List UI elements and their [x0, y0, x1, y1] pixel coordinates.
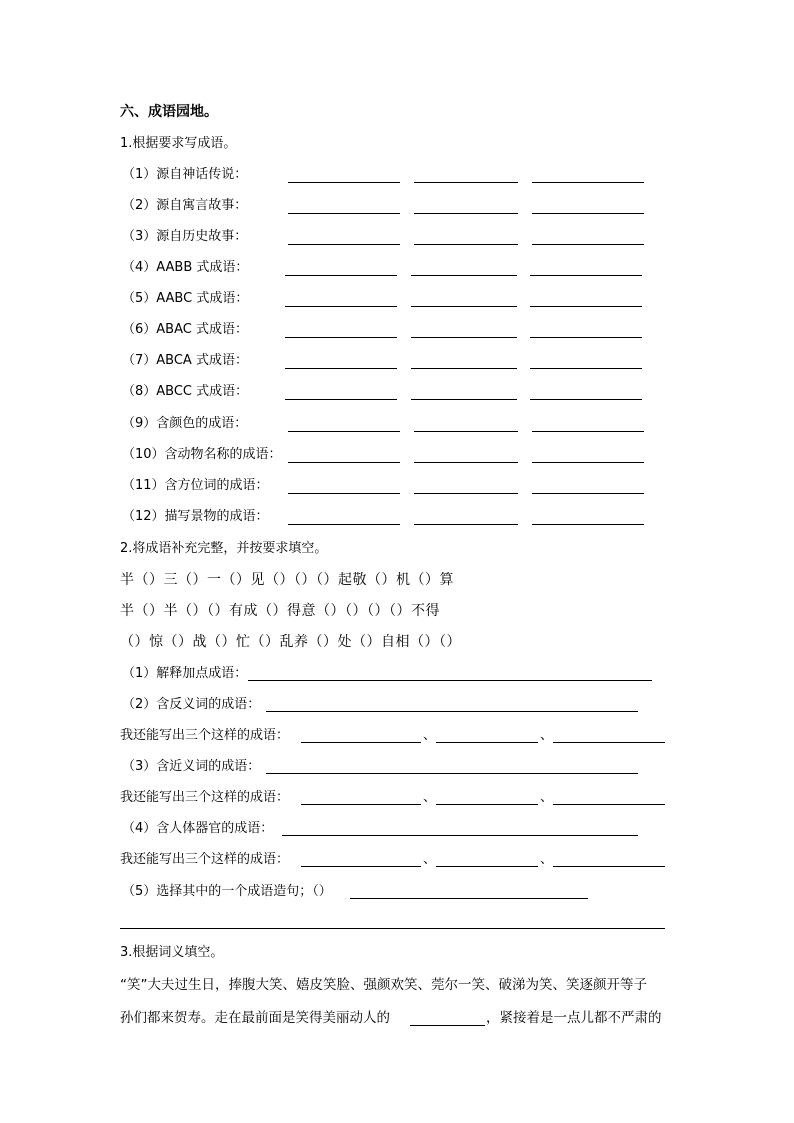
- answer-blank[interactable]: [411, 368, 517, 369]
- separator: 、: [540, 728, 554, 743]
- more-idioms-label: 我还能写出三个这样的成语：: [120, 790, 290, 805]
- answer-blank[interactable]: [414, 524, 518, 525]
- answer-blank[interactable]: [411, 399, 517, 400]
- answer-blank[interactable]: [414, 493, 518, 494]
- answer-blank[interactable]: [411, 275, 517, 276]
- q1-row-label: （4）AABB 式成语：: [122, 260, 249, 275]
- answer-blank[interactable]: [436, 742, 538, 743]
- idiom-fill-line: （）惊（）战（）忙（）乱养（）处（）自相（）（）: [120, 634, 461, 650]
- answer-blank[interactable]: [285, 368, 397, 369]
- separator: 、: [540, 790, 554, 805]
- q1-row-label: （2）源自寓言故事：: [122, 198, 248, 213]
- q2-sub4-label: （4）含人体器官的成语：: [122, 821, 274, 836]
- q1-row-label: （11）含方位词的成语：: [122, 478, 269, 493]
- answer-blank[interactable]: [414, 462, 518, 463]
- q3-paragraph-line: “笑”大夫过生日，捧腹大笑、嬉皮笑脸、强颜欢笑、莞尔一笑、破涕为笑、笑逐颜开等子: [120, 977, 647, 993]
- answer-blank[interactable]: [532, 462, 644, 463]
- separator: 、: [423, 852, 437, 867]
- q1-title: 1.根据要求写成语。: [120, 136, 237, 151]
- answer-blank[interactable]: [301, 866, 421, 867]
- answer-blank[interactable]: [414, 244, 518, 245]
- answer-blank[interactable]: [532, 182, 644, 183]
- answer-blank[interactable]: [266, 711, 638, 712]
- answer-blank[interactable]: [532, 213, 644, 214]
- answer-blank[interactable]: [532, 524, 644, 525]
- answer-blank[interactable]: [436, 866, 538, 867]
- q2-sub2-label: （2）含反义词的成语：: [122, 697, 261, 712]
- answer-blank[interactable]: [266, 773, 638, 774]
- q1-row-label: （12）描写景物的成语：: [122, 509, 269, 524]
- answer-blank[interactable]: [530, 368, 642, 369]
- answer-blank[interactable]: [248, 680, 652, 681]
- answer-blank[interactable]: [553, 742, 665, 743]
- answer-blank[interactable]: [530, 275, 642, 276]
- answer-blank[interactable]: [288, 213, 400, 214]
- answer-blank[interactable]: [532, 431, 644, 432]
- answer-blank[interactable]: [288, 244, 400, 245]
- answer-blank[interactable]: [414, 213, 518, 214]
- answer-blank[interactable]: [288, 182, 400, 183]
- separator: 、: [423, 790, 437, 805]
- answer-blank[interactable]: [411, 337, 517, 338]
- section-title: 六、成语园地。: [120, 104, 218, 120]
- answer-blank[interactable]: [288, 431, 400, 432]
- q1-row-label: （1）源自神话传说：: [122, 167, 248, 182]
- answer-blank[interactable]: [532, 493, 644, 494]
- q2-sub5-label: （5）选择其中的一个成语造句；（）: [122, 884, 332, 899]
- answer-blank[interactable]: [410, 1025, 485, 1026]
- answer-blank[interactable]: [530, 337, 642, 338]
- answer-blank[interactable]: [301, 742, 421, 743]
- answer-blank[interactable]: [288, 524, 400, 525]
- q1-row-label: （3）源自历史故事：: [122, 229, 248, 244]
- q1-row-label: （7）ABCA 式成语：: [122, 353, 248, 368]
- answer-blank[interactable]: [530, 399, 642, 400]
- answer-blank[interactable]: [530, 306, 642, 307]
- q1-row-label: （10）含动物名称的成语：: [122, 447, 282, 462]
- q1-row-label: （9）含颜色的成语：: [122, 416, 248, 431]
- answer-blank[interactable]: [532, 244, 644, 245]
- idiom-fill-line: 半（）半（）（）有成（）得意（）（）（）（）不得: [120, 603, 440, 619]
- idiom-fill-line: 半（）三（）一（）见（）（）（）起敬（）机（）算: [120, 572, 454, 588]
- q2-title: 2.将成语补充完整，并按要求填空。: [120, 541, 328, 556]
- answer-blank[interactable]: [285, 275, 397, 276]
- q1-row-label: （6）ABAC 式成语：: [122, 322, 248, 337]
- q3-paragraph-line: ，紧接着是一点儿都不严肃的: [486, 1010, 662, 1026]
- answer-blank[interactable]: [285, 337, 397, 338]
- answer-blank-full-line[interactable]: [120, 928, 665, 929]
- separator: 、: [540, 852, 554, 867]
- more-idioms-label: 我还能写出三个这样的成语：: [120, 728, 290, 743]
- answer-blank[interactable]: [301, 804, 421, 805]
- answer-blank[interactable]: [350, 898, 588, 899]
- answer-blank[interactable]: [288, 493, 400, 494]
- q3-paragraph-line: 孙们都来贺寿。走在最前面是笑得美丽动人的: [120, 1010, 390, 1026]
- q2-sub1-label: （1）解释加点成语：: [122, 666, 248, 681]
- answer-blank[interactable]: [285, 399, 397, 400]
- answer-blank[interactable]: [436, 804, 538, 805]
- answer-blank[interactable]: [282, 835, 638, 836]
- answer-blank[interactable]: [285, 306, 397, 307]
- q3-title: 3.根据词义填空。: [120, 945, 224, 960]
- q1-row-label: （5）AABC 式成语：: [122, 291, 249, 306]
- answer-blank[interactable]: [553, 866, 665, 867]
- q1-row-label: （8）ABCC 式成语：: [122, 384, 249, 399]
- answer-blank[interactable]: [553, 804, 665, 805]
- q2-sub3-label: （3）含近义词的成语：: [122, 759, 261, 774]
- separator: 、: [423, 728, 437, 743]
- answer-blank[interactable]: [414, 182, 518, 183]
- answer-blank[interactable]: [288, 462, 400, 463]
- more-idioms-label: 我还能写出三个这样的成语：: [120, 852, 290, 867]
- answer-blank[interactable]: [411, 306, 517, 307]
- answer-blank[interactable]: [414, 431, 518, 432]
